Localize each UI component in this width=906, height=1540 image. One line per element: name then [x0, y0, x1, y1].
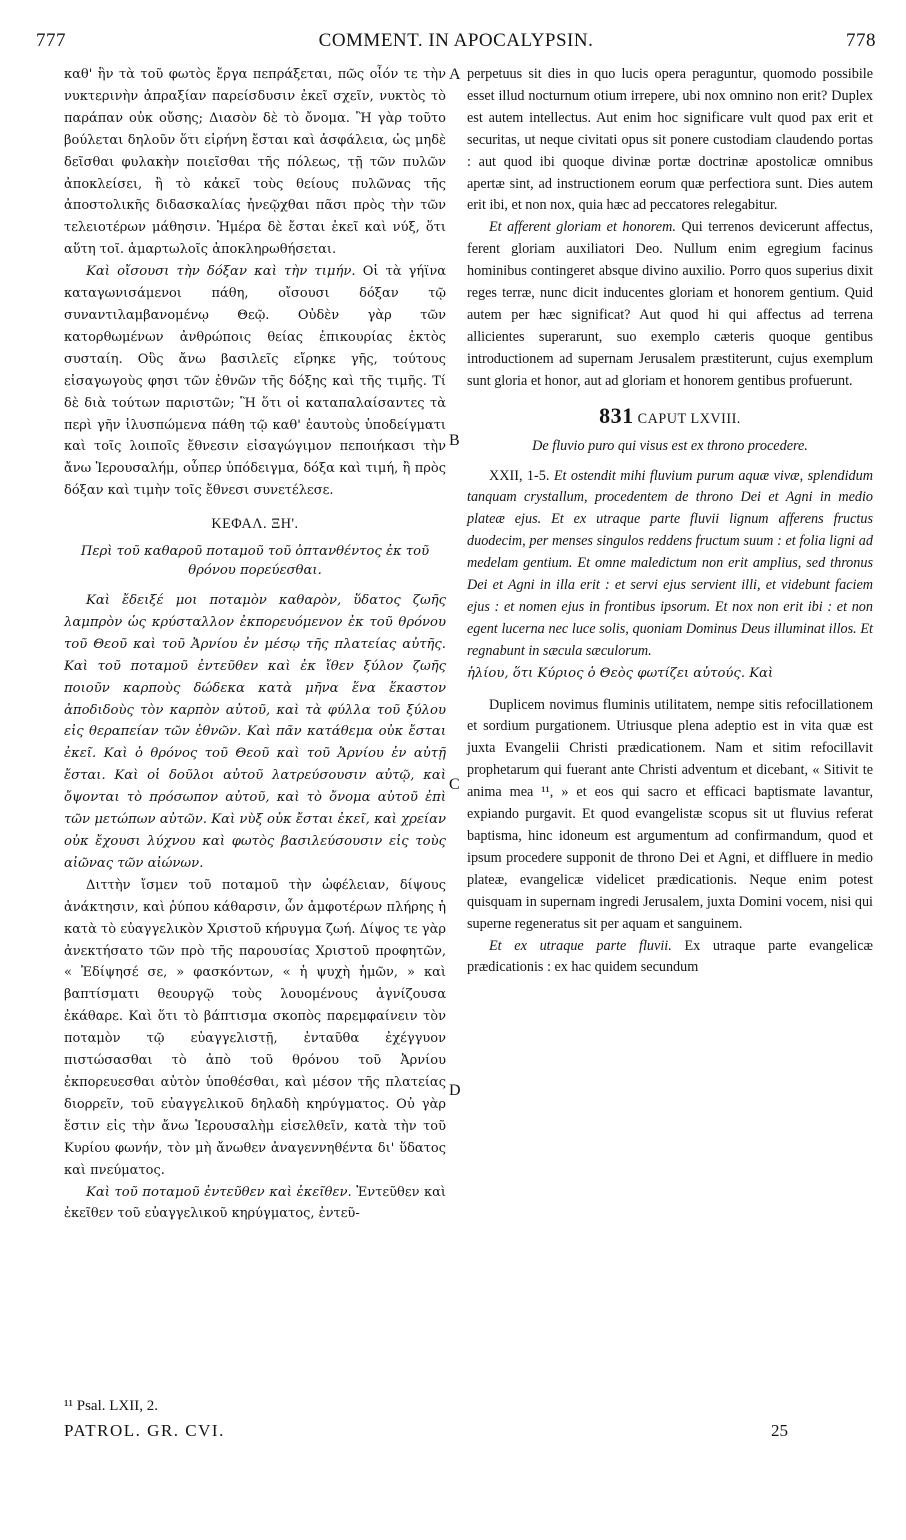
- latin-paragraph-4-body: Ex utraque parte evangelicæ prædicationis : ex hac quidem secundum: [467, 937, 873, 976]
- page-number-left: 777: [36, 30, 66, 51]
- greek-paragraph-3: Διττὴν ἴσμεν τοῦ ποταμοῦ τὴν ὠφέλειαν, δίψους ἀνάκτησιν, καὶ ῥύπου κάθαρσιν, ὧν ἀμφοτέρων πλήρης ἡ κατὰ τὸ εὐαγγελικὸν Χριστοῦ κήρυγμα ζωή. Δίψος τε γὰρ ἀνεκτήσατο τῶν πρὸ τῆς παρουσίας Χριστοῦ προφητῶν, « Ἐδίψησέ σε, » φασκόντων, « ἡ ψυχὴ ἡμῶν, » καὶ βαπτίσματι θεουργῷ τοὺς λουομένους ἁγνίζουσα ἐκάθαρε. Καὶ ὅτι τὸ βάπτισμα σκοπὸς παρεμφαίνειν τὸν ποταμὸν τῷ εὐαγγελιστῇ, ἐνταῦθα ἐχέγγυον πιστώσασθαι τὸ ἀπὸ τοῦ θρόνου τοῦ Ἀρνίου ἐκπορευεσθαι αὐτὸν ὑποθέσθαι, καὶ μέσον τῆς πλατείας διορρεῖν, τοῦ εὐαγγελικοῦ δηλαδὴ κηρύγματος. Οὐ γὰρ ἔστιν εἰς τὴν ἄνω Ἱερουσαλὴμ εἰσελθεῖν, κατὰ τὴν τοῦ Κυρίου φωνήν, τὸν μὴ ἄνωθεν ἀναγεννηθέντα δι' ὕδατος καὶ πνεύματος.: [64, 877, 446, 1178]
- margin-marker-a: A: [449, 66, 461, 83]
- latin-lemma-1: Et afferent gloriam et honorem.: [489, 219, 676, 236]
- greek-chapter-subtitle: Περὶ τοῦ καθαροῦ ποταμοῦ τοῦ ὀπτανθέντος ἐκ τοῦ θρόνου πορεύεσθαι.: [80, 544, 430, 579]
- greek-paragraph-2-body: Οἱ τὰ γήϊνα καταγωνισάμενοι πάθη, οἴσουσι δόξαν τῷ συναντιλαμβανομένῳ Θεῷ. Οὐδὲν γὰρ τῶν κατορθωμένων ἀνθρώποις θείας ἐπικουρίας ἐκτὸς συσταίη. Οὓς ἄνω βασιλεῖς εἴρηκε γῆς, τούτους εἰσαγωγοὺς φησι τῶν ἐθνῶν τῆς δόξης καὶ τῆς τιμῆς. Τί δὲ διὰ τούτων παριστῶν; Ἢ ὅτι οἱ καταπαλαίσαντες τὰ περὶ γῆν ἰλυσπώμενα πάθη τῷ καθ' ἑαυτοὺς ὑποδείγματι καὶ τοῖς λοιποῖς ἔθνεσιν εἰσαγώγιμον πεποιήκασι τὴν ἄνω Ἱερουσαλήμ, οὗπερ ὑπόδειγμα, δόξα καὶ τιμή, ἢ πρὸς δόξαν καὶ τιμὴν τοῖς ἔθνεσι συνετέλεσε.: [64, 264, 447, 499]
- latin-paragraph-2: [467, 217, 873, 392]
- latin-paragraph-3: Duplicem novimus fluminis utilitatem, nempe sitis refocillationem et sordium purgationem. Utriusque plena adeptio est in vita quæ est juxta Evangelii Christi prædicationem. Nam et sitim refocillavit prophetarum qui fuerant ante Christi adventum et dicebant, « Sitivit te anima mea ¹¹, » et eos qui sacro et efficaci baptismate lavantur, expiando purgavit. Et quod evangelistæ scopus sit ut fluvius referat baptisma, hinc idoneum est argumentum ad confirmandum, quod et ipsum procedere supponit de throno Dei et Agni, et diffluere in medio plateæ, evangelicæ videlicet prædicationis. Neque enim potest quisquam in supernam ingredi Jerusalem, juxta Domini vocem, nisi qui superne regeneratus sit per aquam et sanguinem.: [467, 696, 873, 932]
- latin-paragraph-2-body: Qui terrenos devicerunt affectus, ferent gloriam auxiliatori Deo. Nullum enim egregium facinus hominibus contingeret absque divino auxilio. Porro quos superius dixit reges terræ, nunc dicit inducentes gloriam et honorem gentium. Quid autem per hæc significat? Aut quod hi qui affectus ad terrena allicientes superarunt, suo exemplo cæteris quoque gentibus introductionem ad supernam Jerusalem præstiterunt, cujus exemplum sunt gloria et honor, aut ad gloriam et honorem gentibus profuerunt.: [467, 219, 873, 389]
- margin-marker-d: D: [449, 1082, 461, 1099]
- greek-lemma-2: Καὶ τοῦ ποταμοῦ ἐντεῦθεν καὶ ἐκεῖθεν.: [86, 1184, 352, 1200]
- latin-paragraph-1: perpetuus sit dies in quo lucis opera peraguntur, quomodo possibile esset illud nocturnum otium irrepere, ubi nox omnino non erit? Duplex est autem intellectus. Aut enim hoc significare vult quod pax erit et securitas, ut neque civitati opus sit ponere custodiam claudendo portas : aut quod ibi quoque divinæ portæ doctrinæ apostolicæ omnibus apertæ sint, ad instructionem eorum quæ perfectiora sunt. Dies autem erit ibi, et non nox, quia hæc ad peccatores relegabitur.: [467, 66, 873, 214]
- margin-marker-b: B: [449, 432, 460, 449]
- page-number-right: 778: [846, 30, 876, 51]
- footer-sheet-number: 25: [771, 1421, 788, 1440]
- latin-chapter-heading-line: [467, 402, 873, 431]
- latin-column: [467, 64, 873, 979]
- greek-chapter-heading: ΚΕΦΑΛ. ΞΗ'.: [211, 516, 299, 533]
- latin-paragraph-4: [467, 936, 873, 980]
- greek-lemma-1: Καὶ οἴσουσι τὴν δόξαν καὶ τὴν τιμήν.: [86, 264, 356, 280]
- column-number: 831: [599, 402, 634, 428]
- greek-paragraph-1: καθ' ἣν τὰ τοῦ φωτὸς ἔργα πεπράξεται, πῶς οἷόν τε τὴν νυκτερινὴν ἀπραξίαν παρείσδυσιν ἐκεῖ σχεῖν, νυκτὸς τὸ παράπαν οὐκ οὔσης; Διασὸν δὲ τὸ ὄνομα. Ἢ γὰρ τοῦτο βούλεται δηλοῦν ὅτι εἰρήνη ἔσται καὶ ἀσφάλεια, ὡς μηδὲ δεῖσθαι φυλακὴν ποιεῖσθαι τῆς πόλεως, τῇ τῶν πυλῶν ἀποκλείσει, ἢ τὸ κἀκεῖ τοὺς θείους πυλῶνας τῆς ἀποστολικῆς διδασκαλίας ἠνεῷχθαι πᾶσι πρὸς τὴν τῶν τελειοτέρων μάθησιν. Ἡμέρα δὲ ἔσται ἐκεῖ καὶ νύξ, ὅτι αὕτη τοῖ. ἁμαρτωλοῖς ἀποκληρωθήσεται.: [64, 67, 446, 258]
- latin-chapter-subtitle: De fluvio puro qui visus est ex throno procedere.: [532, 437, 808, 454]
- greek-scripture-passage: Καὶ ἔδειξέ μοι ποταμὸν καθαρὸν, ὕδατος ζωῆς λαμπρὸν ὡς κρύσταλλον ἐκπορευόμενον ἐκ τοῦ θρόνου τοῦ Θεοῦ καὶ τοῦ Ἀρνίου ἐν μέσῳ τῆς πλατείας αὐτῆς. Καὶ τοῦ ποταμοῦ ἐντεῦθεν καὶ ἐκ ἴθεν ξύλον ζωῆς ποιοῦν καρποὺς δώδεκα κατὰ μῆνα ἕνα ἕκαστον ἀποδιδοὺς τὸν καρπὸν αὐτοῦ, καὶ τὰ φύλλα τοῦ ξύλου εἰς θεραπείαν τῶν ἐθνῶν. Καὶ πᾶν κατάθεμα οὐκ ἔσται ἐκεῖ. Καὶ ὁ θρόνος τοῦ Θεοῦ καὶ τοῦ Ἀρνίου ἐν αὐτῇ ἔσται. Καὶ οἱ δοῦλοι αὐτοῦ λατρεύσουσιν αὐτῷ, καὶ ὄψονται τὸ πρόσωπον αὐτοῦ, καὶ τὸ ὄνομα αὐτοῦ ἐπὶ τῶν μετώπων αὐτῶν. Καὶ νὺξ οὐκ ἔσται ἐκεῖ, καὶ χρείαν οὐκ ἔχουσι λύχνου καὶ φωτὸς βασιλεύσουσιν εἰς τοὺς αἰῶνας τῶν αἰώνων.: [64, 593, 446, 871]
- latin-lemma-2: Et ex utraque parte fluvii.: [489, 937, 672, 954]
- greek-paragraph-2: [64, 261, 446, 502]
- running-title: COMMENT. IN APOCALYPSIN.: [318, 30, 594, 51]
- greek-paragraph-4-body: Ἐντεῦθεν καὶ ἐκεῖθεν τοῦ εὐαγγελικοῦ κηρύγματος, ἐντεῦ-: [64, 1184, 446, 1222]
- footnote: ¹¹ Psal. LXII, 2.: [64, 1398, 158, 1414]
- verse-reference: XXII, 1-5.: [489, 467, 550, 484]
- margin-marker-c: C: [449, 776, 460, 793]
- latin-scripture-text: Et ostendit mihi fluvium purum aquæ vivæ, splendidum tanquam crystallum, procedentem de throno Dei et Agni in medio plateæ ejus. Et ex utraque parte fluvii lignum afferens fructus duodecim, per menses singulos reddens fructum suum : et folia ligni ad medelam gentium. Et omne maledictum non erit amplius, sed thronus Dei et Agni in illa erit : et servi ejus servient illi, et videbunt faciem ejus : et nomen ejus in frontibus ipsorum. Et nox non erit ibi : et non egent lucerna nec luce solis, quoniam Dominus Deus illuminat illos. Et regnabunt in sæcula sæculorum.: [467, 467, 873, 659]
- greek-overflow-line: ἡλίου, ὅτι Κύριος ὁ Θεὸς φωτίζει αὐτούς. Καὶ: [467, 665, 774, 681]
- latin-chapter-heading: CAPUT LXVIII.: [637, 410, 741, 427]
- footer-signature: PATROL. GR. CVI.: [64, 1421, 225, 1440]
- greek-paragraph-4: [64, 1182, 446, 1226]
- latin-scripture-passage: [467, 466, 873, 663]
- running-header: [36, 30, 876, 60]
- greek-column: [64, 64, 446, 1225]
